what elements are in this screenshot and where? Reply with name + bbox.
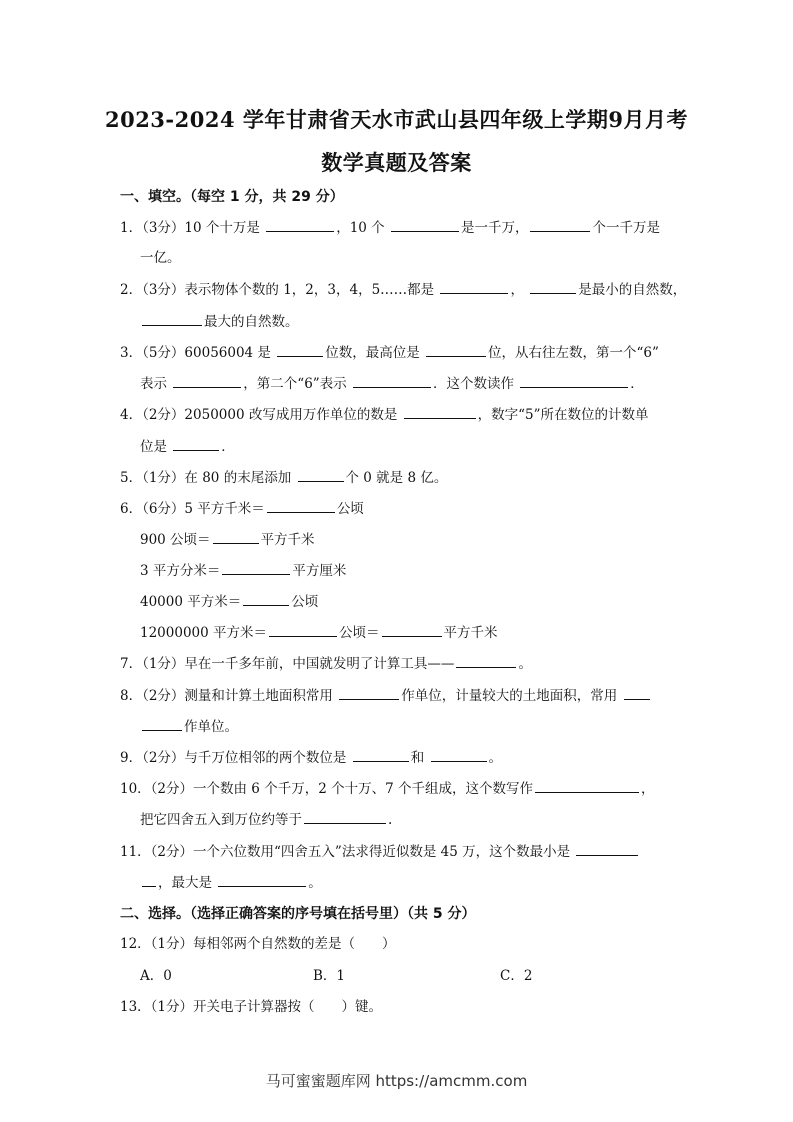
question-9	[120, 747, 502, 768]
question-text: ，第二个“6”表示	[243, 376, 347, 392]
question-text: 个 0 就是 8 亿。	[345, 470, 448, 486]
question-text: 。	[518, 656, 532, 672]
question-text: ．	[221, 439, 235, 455]
question-text: 12．（1分）每相邻两个自然数的差是（ ）	[120, 936, 396, 952]
question-text: 。	[488, 750, 503, 766]
question-6-line-4	[140, 591, 318, 612]
question-text: 和	[410, 750, 425, 766]
question-text: 900 公顷＝	[140, 532, 211, 548]
question-text: 平方厘米	[292, 563, 347, 579]
option-b[interactable]: B．1	[313, 968, 346, 984]
answer-blank[interactable]	[520, 373, 628, 388]
question-text: 把它四舍五入到万位约等于	[140, 812, 302, 828]
answer-blank[interactable]	[304, 809, 386, 824]
question-text: ．这个数读作	[433, 376, 514, 392]
answer-blank[interactable]	[404, 404, 476, 419]
answer-blank[interactable]	[142, 872, 156, 887]
question-10-continued	[140, 809, 392, 830]
answer-blank[interactable]	[173, 436, 219, 451]
question-text: 40000 平方米＝	[140, 594, 242, 610]
answer-blank[interactable]	[267, 498, 335, 513]
question-text: 是一千万，	[460, 220, 529, 236]
answer-blank[interactable]	[456, 653, 516, 668]
question-text: 7．（1分）早在一千多年前，中国就发明了计算工具——	[120, 656, 455, 672]
answer-blank[interactable]	[213, 529, 259, 544]
answer-blank[interactable]	[173, 373, 241, 388]
question-5	[120, 467, 447, 488]
answer-blank[interactable]	[624, 685, 650, 700]
question-text: ．	[630, 376, 644, 392]
question-text: 3 平方分米＝	[140, 563, 221, 579]
question-10	[120, 778, 654, 799]
answer-blank[interactable]	[391, 217, 459, 232]
answer-blank[interactable]	[353, 747, 409, 762]
question-text: 作单位，计量较大的土地面积，常用	[401, 688, 618, 704]
page-title-line-2: 数学真题及答案	[321, 150, 472, 175]
question-text: 10．（2分）一个数由 6 个千万，2 个十万、7 个千组成，这个数写作	[120, 781, 533, 797]
question-text: 8．（2分）测量和计算土地面积常用	[120, 688, 333, 704]
footer-watermark: 马可蜜蜜题库网 https://amcmm.com	[265, 1072, 528, 1090]
question-11	[120, 841, 640, 862]
answer-blank[interactable]	[243, 591, 289, 606]
answer-blank[interactable]	[353, 373, 431, 388]
question-text: 5．（1分）在 80 的末尾添加	[120, 470, 292, 486]
question-text: .	[388, 812, 393, 828]
question-text: 平方千米	[443, 625, 498, 641]
question-text: 2．（3分）表示物体个数的 1，2，3，4，5……都是	[120, 282, 435, 298]
answer-blank[interactable]	[218, 872, 306, 887]
question-text: 位数，最高位是	[325, 345, 420, 361]
answer-blank[interactable]	[222, 560, 290, 575]
question-text: 平方千米	[260, 532, 315, 548]
question-text: 位，从右往左数，第一个“6”	[488, 345, 659, 361]
question-4-continued	[140, 436, 235, 457]
section-heading-multiple-choice: 二、选择。（选择正确答案的序号填在括号里）（共 5 分）	[120, 906, 476, 922]
question-text: 表示	[140, 376, 167, 392]
question-7	[120, 653, 532, 674]
answer-blank[interactable]	[142, 716, 182, 731]
answer-blank[interactable]	[535, 778, 639, 793]
question-text: 是最小的自然数，	[578, 282, 687, 298]
question-6-line-3	[140, 560, 346, 581]
question-text: ，最大是	[158, 875, 212, 891]
question-text: ，	[640, 781, 655, 797]
question-text: 公顷	[336, 501, 364, 517]
option-a[interactable]: A．0	[140, 968, 172, 984]
question-text: 。	[308, 875, 322, 891]
question-text: ，数字“5”所在数位的计数单	[477, 407, 649, 423]
question-6	[120, 498, 364, 519]
question-text: 最大的自然数。	[204, 314, 299, 330]
question-text: 位是	[140, 439, 167, 455]
answer-blank[interactable]	[277, 342, 323, 357]
question-text: ，10 个	[336, 220, 385, 236]
question-2-continued	[140, 311, 299, 332]
answer-blank[interactable]	[269, 622, 337, 637]
question-3-continued	[140, 373, 644, 394]
question-text: 6．（6分）5 平方千米＝	[120, 501, 265, 517]
question-6-line-5	[140, 622, 498, 643]
answer-blank[interactable]	[142, 311, 202, 326]
page-title-line-1: 2023-2024 学年甘肃省天水市武山县四年级上学期9月月考	[104, 107, 689, 132]
answer-blank[interactable]	[440, 279, 508, 294]
answer-blank[interactable]	[339, 685, 399, 700]
question-text: 个一千万是	[592, 220, 660, 236]
answer-blank[interactable]	[426, 342, 486, 357]
question-4	[120, 404, 649, 425]
question-13	[120, 997, 382, 1017]
answer-blank[interactable]	[431, 747, 487, 762]
question-text: ，	[510, 282, 524, 298]
section-heading-fill-in: 一、填空。（每空 1 分，共 29 分）	[120, 189, 344, 205]
question-text: 公顷	[291, 594, 319, 610]
question-text: 11．（2分）一个六位数用“四舍五入”法求得近似数是 45 万，这个数最小是	[120, 844, 571, 860]
question-text: 13．（1分）开关电子计算器按（ ）键。	[120, 999, 383, 1015]
option-c[interactable]: C．2	[500, 968, 533, 984]
question-text: 作单位。	[184, 719, 238, 735]
question-text: 9．（2分）与千万位相邻的两个数位是	[120, 750, 347, 766]
question-8	[120, 685, 652, 706]
question-1	[120, 217, 660, 238]
answer-blank[interactable]	[298, 467, 344, 482]
question-12	[120, 934, 396, 954]
question-11-continued	[140, 872, 322, 893]
answer-blank[interactable]	[382, 622, 442, 637]
answer-blank[interactable]	[266, 217, 334, 232]
question-text: 4．（2分）2050000 改写成用万作单位的数是	[120, 407, 398, 423]
question-3	[120, 342, 659, 363]
answer-blank[interactable]	[530, 217, 590, 232]
question-8-continued	[140, 716, 238, 737]
question-text: 一亿。	[140, 250, 181, 266]
question-6-line-2	[140, 529, 315, 550]
question-2	[120, 279, 686, 300]
question-1-continued	[140, 248, 181, 268]
question-text: 3．（5分）60056004 是	[120, 345, 271, 361]
answer-blank[interactable]	[576, 841, 638, 856]
question-text: 公顷＝	[339, 625, 380, 641]
question-text: 1．（3分）10 个十万是	[120, 220, 260, 236]
answer-blank[interactable]	[530, 279, 576, 294]
question-text: 12000000 平方米＝	[140, 625, 268, 641]
